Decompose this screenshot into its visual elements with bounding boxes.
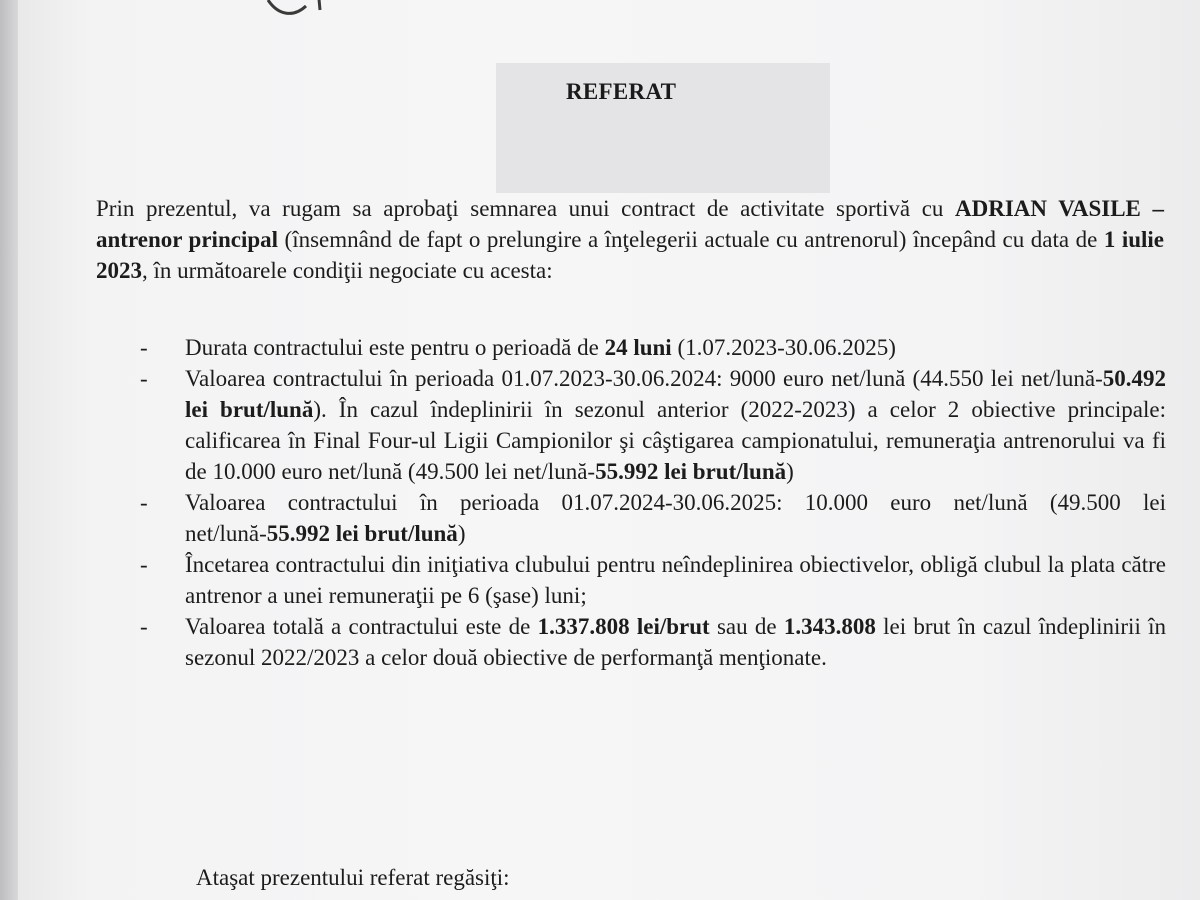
document-page [18,0,1200,900]
list-item-text: (1.07.2023-30.06.2025) [671,335,896,360]
list-item [140,549,1166,611]
list-item [140,332,1166,363]
intro-coach-name: ADRIAN VASILE – antrenor principal [96,196,1164,252]
list-item-text: Valoarea totală a contractului este de [185,614,538,639]
list-item [140,487,1166,549]
list-item-bold: 55.992 lei brut/lună [266,521,458,546]
list-item-text: Valoarea contractului în perioada 01.07.2024-30.06.2025: 10.000 euro net/lună (49.500 lei net/lună- [185,490,1166,546]
intro-text-3: , în următoarele condiţii negociate cu acesta: [142,258,553,283]
list-item-text: Încetarea contractului din iniţiativa clubului pentru neîndeplinirea obiectivelor, obligă clubul la plata către antrenor a unei remuneraţii pe 6 (şase) luni; [185,552,1166,608]
list-item-text: sau de [709,614,784,639]
list-item-bold: 50.492 lei brut/lună [185,366,1166,422]
list-item-bold: 1.343.808 [783,614,876,639]
list-dash: - [140,490,148,515]
intro-text-1: Prin prezentul, va rugam sa aprobaţi semnarea unui contract de activitate sportivă cu [96,196,956,221]
list-item-text: ) [786,459,794,484]
list-item-text: Durata contractului este pentru o perioadă de [185,335,605,360]
list-dash: - [140,614,148,639]
attachments-heading: Ataşat prezentului referat regăsiţi: [196,865,510,890]
document-title: REFERAT [566,79,677,104]
list-item [140,363,1166,487]
list-item [140,611,1166,673]
list-item-text: ) [457,521,466,546]
list-item-bold: 1.337.808 lei/brut [537,614,710,639]
list-item-bold: 24 luni [604,335,672,360]
list-item-text: lei brut în cazul îndeplinirii în sezonul 2022/2023 a celor două obiective de performanţă menţionate. [185,614,1166,670]
intro-paragraph [96,193,1164,286]
page-binding-edge [0,0,18,900]
conditions-list [140,332,1166,673]
list-item-text: Valoarea contractului în perioada 01.07.2023-30.06.2024: 9000 euro net/lună (44.550 lei net/lună- [185,366,1103,391]
list-dash: - [140,335,148,360]
letterhead-mark [258,0,408,20]
intro-text-2: (însemnând de fapt o prelungire a înţelegerii actuale cu antrenorul) începând cu data de [278,227,1104,252]
list-dash: - [140,366,148,391]
list-item-text: ). În cazul îndeplinirii în sezonul anterior (2022-2023) a celor 2 obiective principale: calificarea în Final Four-ul Ligii Campionilor şi câştigarea campionatului, remuneraţia antrenorului va fi de 10.000 euro net/lună (49.500 lei net/lună- [185,397,1166,484]
intro-start-date: 1 iulie 2023 [96,227,1165,283]
list-dash: - [140,552,148,577]
list-item-bold: 55.992 lei brut/lună [595,459,787,484]
